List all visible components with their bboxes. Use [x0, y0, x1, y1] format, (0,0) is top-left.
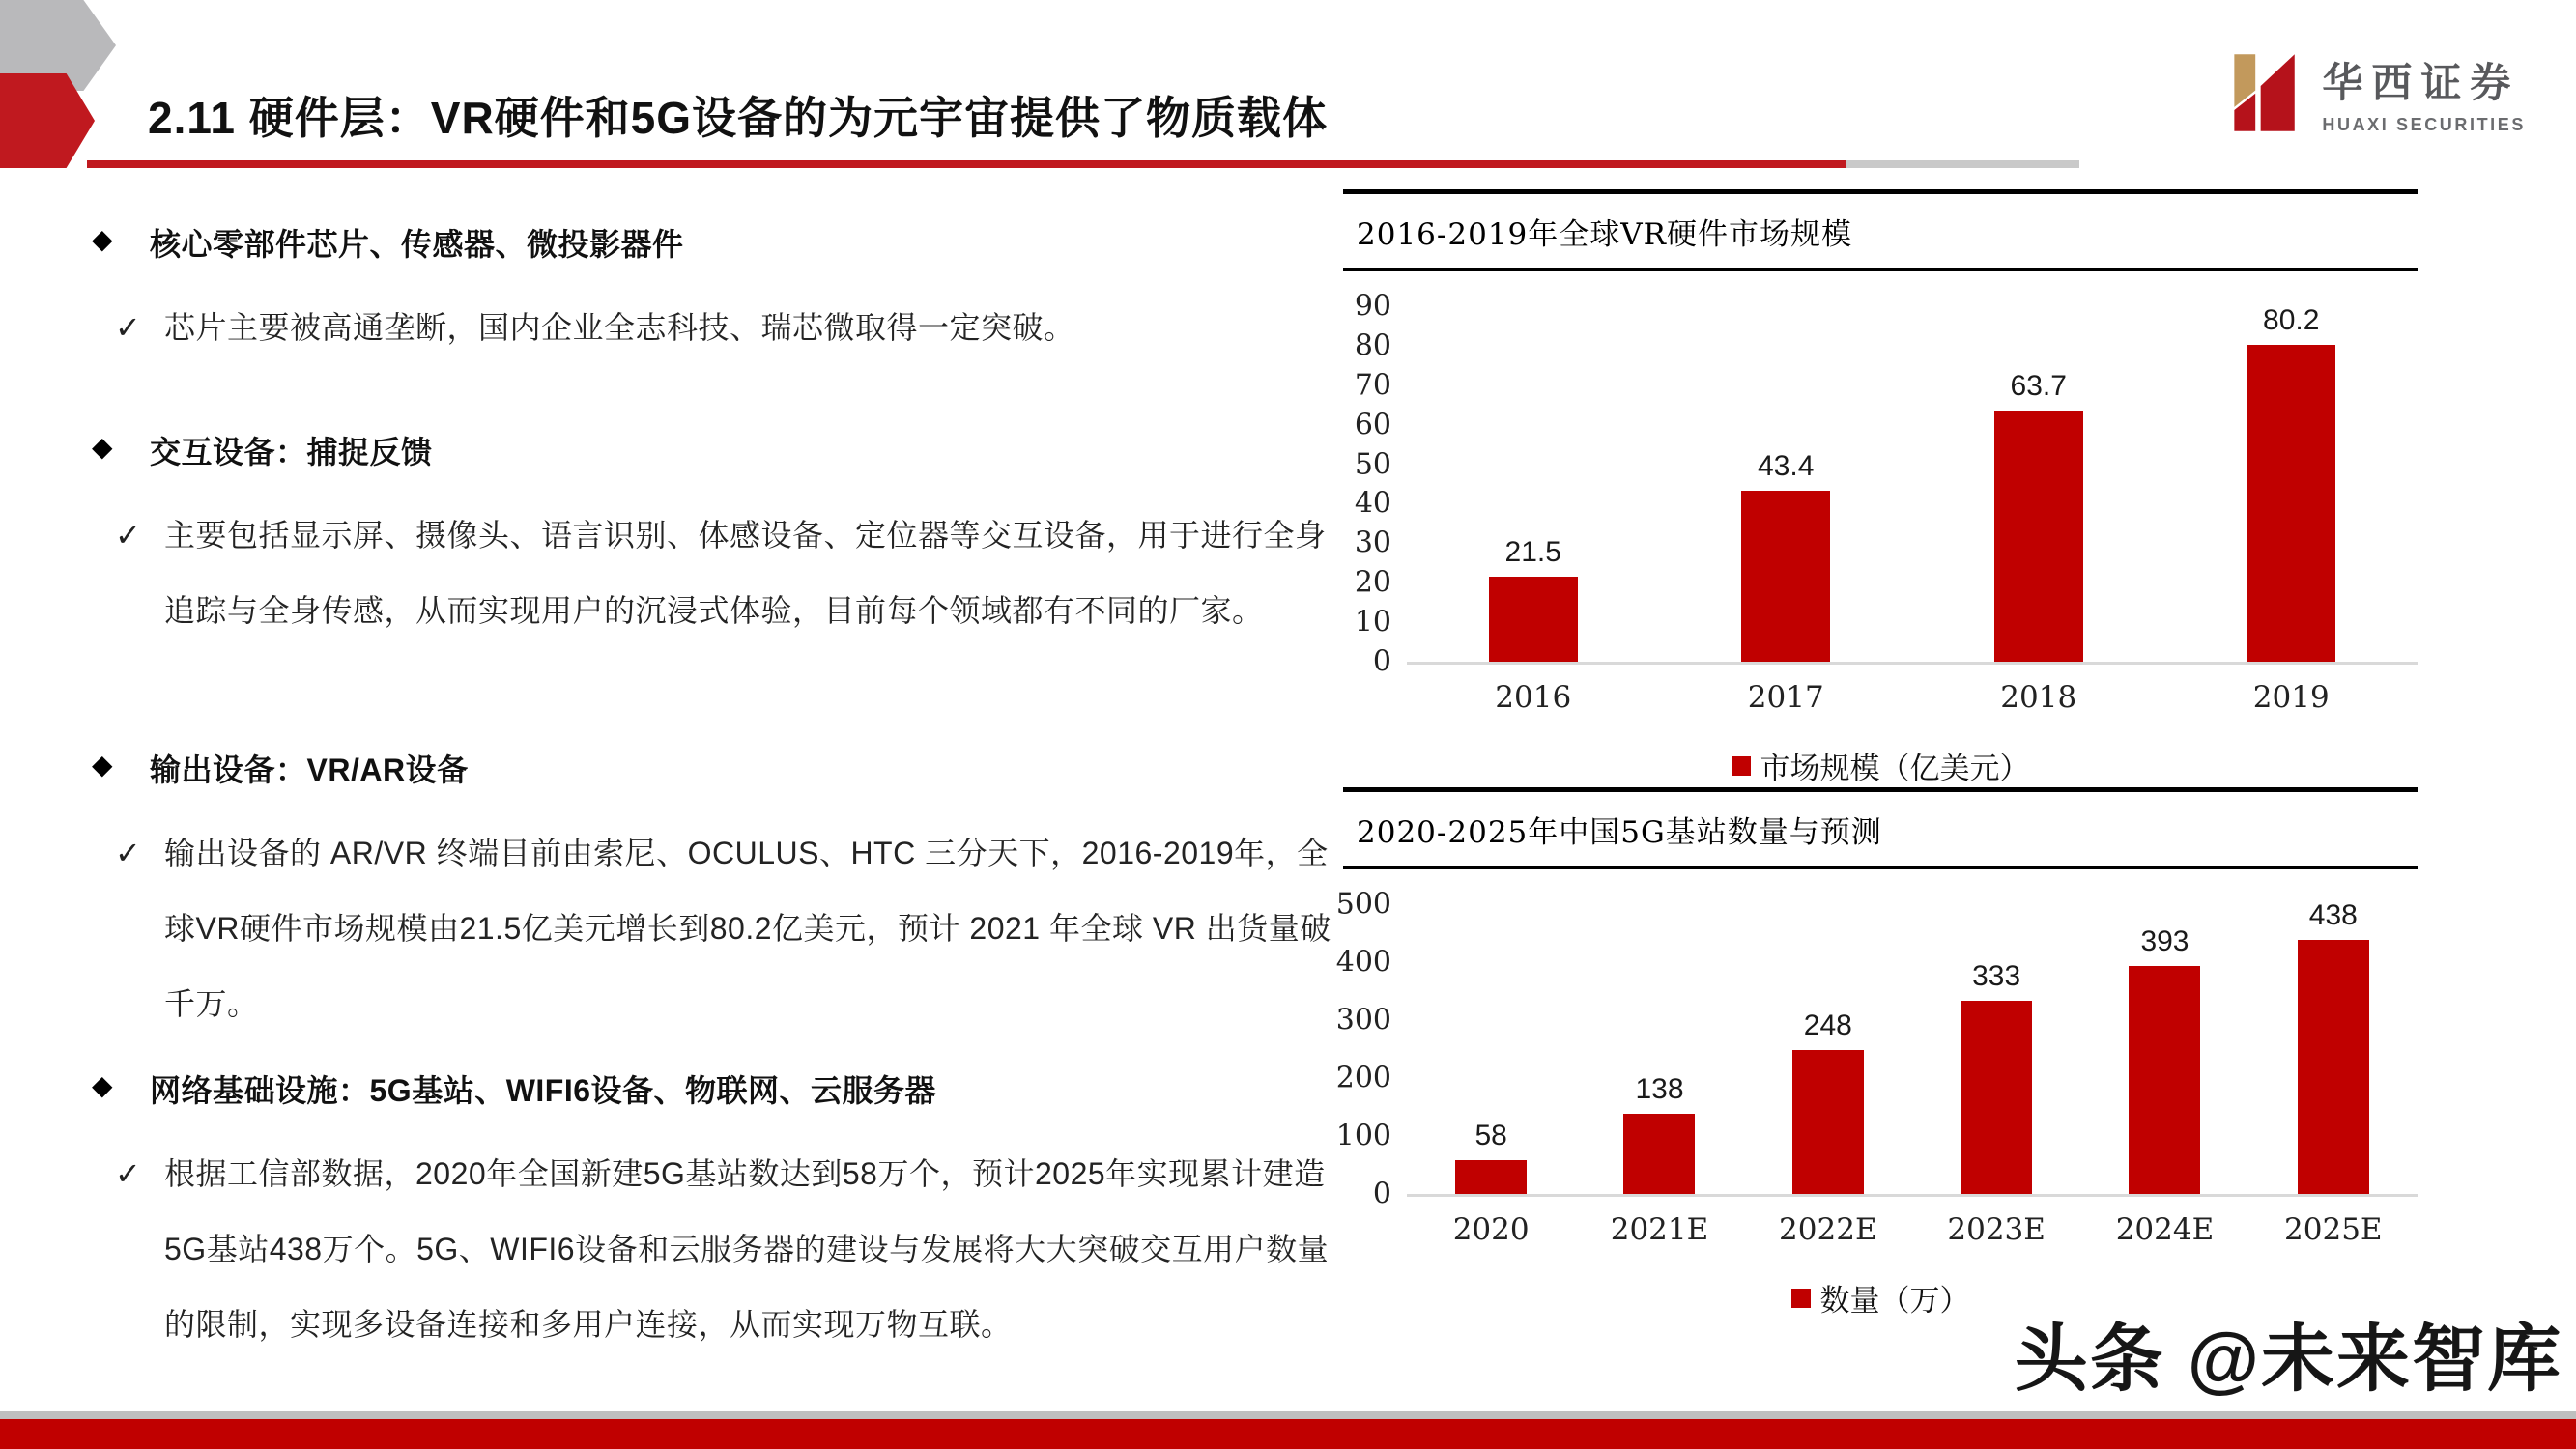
bar-column: [2165, 304, 2419, 662]
y-tick-label: 20: [1354, 565, 1391, 600]
y-tick-label: 30: [1354, 526, 1391, 560]
section-body: 输出设备的 AR/VR 终端目前由索尼、OCULUS、HTC 三分天下，2016-2019年，全球VR硬件市场规模由21.5亿美元增长到80.2亿美元，预计 2021 年全球 VR 出货量破千万。: [164, 836, 1331, 1021]
chart-5g-base-stations: [1335, 787, 2418, 1320]
y-tick-label: 80: [1354, 328, 1391, 363]
chart-legend: [1343, 744, 2418, 787]
logo-text-en: HUAXI SECURITIES: [2322, 114, 2526, 134]
section-heading: 核心零部件芯片、传感器、微投影器件: [150, 227, 684, 262]
chart-plot-area: [1343, 289, 2418, 715]
bar-column: [1660, 450, 1913, 662]
check-bullet-icon: ✓: [115, 836, 141, 870]
legend-swatch-icon: [1732, 756, 1751, 776]
y-tick-label: 40: [1354, 486, 1391, 521]
huaxi-logo-icon: [2225, 50, 2301, 135]
chart-title-box: [1343, 189, 2418, 271]
bar-column: [2249, 899, 2418, 1194]
section-heading: 交互设备：捕捉反馈: [150, 435, 433, 469]
section-core-components: [92, 220, 1338, 365]
bar-value-label: 63.7: [2010, 369, 2067, 402]
bar: [1961, 1001, 2032, 1194]
x-tick-label: 2016: [1495, 680, 1572, 715]
diamond-bullet-icon: ◆: [92, 224, 113, 254]
section-network-infrastructure: [92, 1066, 1338, 1362]
section-body: 主要包括显示屏、摄像头、语言识别、体感设备、定位器等交互设备，用于进行全身追踪与全身传感，从而实现用户的沉浸式体验，目前每个领域都有不同的厂家。: [164, 518, 1327, 628]
legend-swatch-icon: [1791, 1289, 1811, 1308]
title-underline-red: [87, 160, 1846, 168]
bar-value-label: 248: [1803, 1009, 1852, 1042]
chart-plot-area: [1335, 887, 2418, 1247]
legend-label: 数量（万）: [1819, 1284, 1970, 1319]
bar: [1994, 411, 2083, 662]
y-tick-label: 60: [1354, 408, 1391, 442]
bar: [2247, 345, 2335, 662]
bar-value-label: 438: [2308, 899, 2358, 932]
watermark: 头条 @未来智库: [2014, 1319, 2562, 1401]
check-bullet-icon: ✓: [115, 310, 141, 345]
y-tick-label: 70: [1354, 368, 1391, 403]
bar-value-label: 58: [1474, 1120, 1507, 1152]
y-tick-label: 500: [1335, 887, 1391, 922]
y-tick-label: 300: [1335, 1003, 1391, 1037]
diamond-bullet-icon: ◆: [92, 750, 113, 780]
bar-column: [1575, 1073, 1743, 1194]
x-tick-label: 2022E: [1779, 1212, 1877, 1247]
section-interaction-devices: [92, 428, 1338, 648]
y-tick-label: 200: [1335, 1061, 1391, 1095]
bar: [1623, 1114, 1695, 1194]
x-tick-label: 2023E: [1947, 1212, 2046, 1247]
section-heading: 输出设备：VR/AR设备: [150, 753, 469, 787]
bar-column: [2080, 925, 2248, 1194]
bars-area: [1407, 899, 2418, 1197]
y-tick-label: 90: [1354, 289, 1391, 324]
bar-value-label: 21.5: [1504, 536, 1561, 569]
bar: [2298, 940, 2369, 1194]
x-tick-label: 2017: [1747, 680, 1824, 715]
title-underline-gray: [1846, 160, 2079, 168]
section-output-devices: [92, 746, 1338, 1041]
bar-column: [1912, 370, 2165, 662]
chart-vr-hardware-market: [1343, 189, 2418, 787]
bar: [1489, 577, 1578, 662]
x-axis: [1407, 1197, 2418, 1247]
bar: [1792, 1050, 1864, 1194]
y-axis: [1343, 289, 1407, 679]
bar-column: [1744, 1009, 1912, 1194]
check-bullet-icon: ✓: [115, 518, 141, 553]
x-tick-label: 2024E: [2115, 1212, 2215, 1247]
logo-text-cn: 华西证券: [2322, 58, 2520, 106]
x-tick-label: 2021E: [1610, 1212, 1709, 1247]
bar: [1741, 491, 1830, 662]
y-tick-label: 0: [1372, 644, 1391, 679]
bar: [1455, 1160, 1527, 1194]
y-tick-label: 10: [1354, 605, 1391, 639]
y-tick-label: 100: [1335, 1119, 1391, 1153]
section-heading: 网络基础设施：5G基站、WIFI6设备、物联网、云服务器: [150, 1073, 937, 1108]
legend-label: 市场规模（亿美元）: [1760, 752, 2030, 786]
footer-red-bar: [0, 1419, 2576, 1449]
y-tick-label: 50: [1354, 447, 1391, 482]
chart-title: 2020-2025年中国5G基站数量与预测: [1357, 815, 1882, 850]
bar-value-label: 333: [1972, 960, 2021, 993]
bar: [2129, 966, 2200, 1194]
chart-title: 2016-2019年全球VR硬件市场规模: [1357, 217, 1852, 252]
bar-value-label: 138: [1635, 1073, 1684, 1106]
footer-gray-strip: [0, 1411, 2576, 1419]
bar-column: [1912, 960, 2080, 1194]
diamond-bullet-icon: ◆: [92, 432, 113, 462]
huaxi-securities-logo: [2225, 50, 2526, 135]
bar-value-label: 80.2: [2263, 304, 2320, 337]
x-tick-label: 2020: [1452, 1212, 1530, 1247]
bars-area: [1407, 306, 2418, 665]
y-tick-label: 0: [1372, 1177, 1391, 1211]
section-body: 根据工信部数据，2020年全国新建5G基站数达到58万个，预计2025年实现累计建造5G基站438万个。5G、WIFI6设备和云服务器的建设与发展将大大突破交互用户数量的限制，实现多设备连接和多用户连接，从而实现万物互联。: [164, 1156, 1330, 1342]
y-axis: [1335, 887, 1407, 1211]
bar-column: [1407, 536, 1660, 662]
page-title: 2.11 硬件层：VR硬件和5G设备的为元宇宙提供了物质载体: [148, 93, 1329, 143]
bar-value-label: 393: [2140, 925, 2190, 958]
check-bullet-icon: ✓: [115, 1156, 141, 1191]
section-body: 芯片主要被高通垄断，国内企业全志科技、瑞芯微取得一定突破。: [164, 310, 1075, 345]
bar-column: [1407, 1120, 1575, 1194]
chart-title-box: [1343, 787, 2418, 869]
x-tick-label: 2018: [2000, 680, 2077, 715]
y-tick-label: 400: [1335, 945, 1391, 980]
x-axis: [1407, 665, 2418, 715]
diamond-bullet-icon: ◆: [92, 1070, 113, 1100]
x-tick-label: 2025E: [2284, 1212, 2383, 1247]
x-tick-label: 2019: [2252, 680, 2330, 715]
bar-value-label: 43.4: [1758, 449, 1815, 482]
